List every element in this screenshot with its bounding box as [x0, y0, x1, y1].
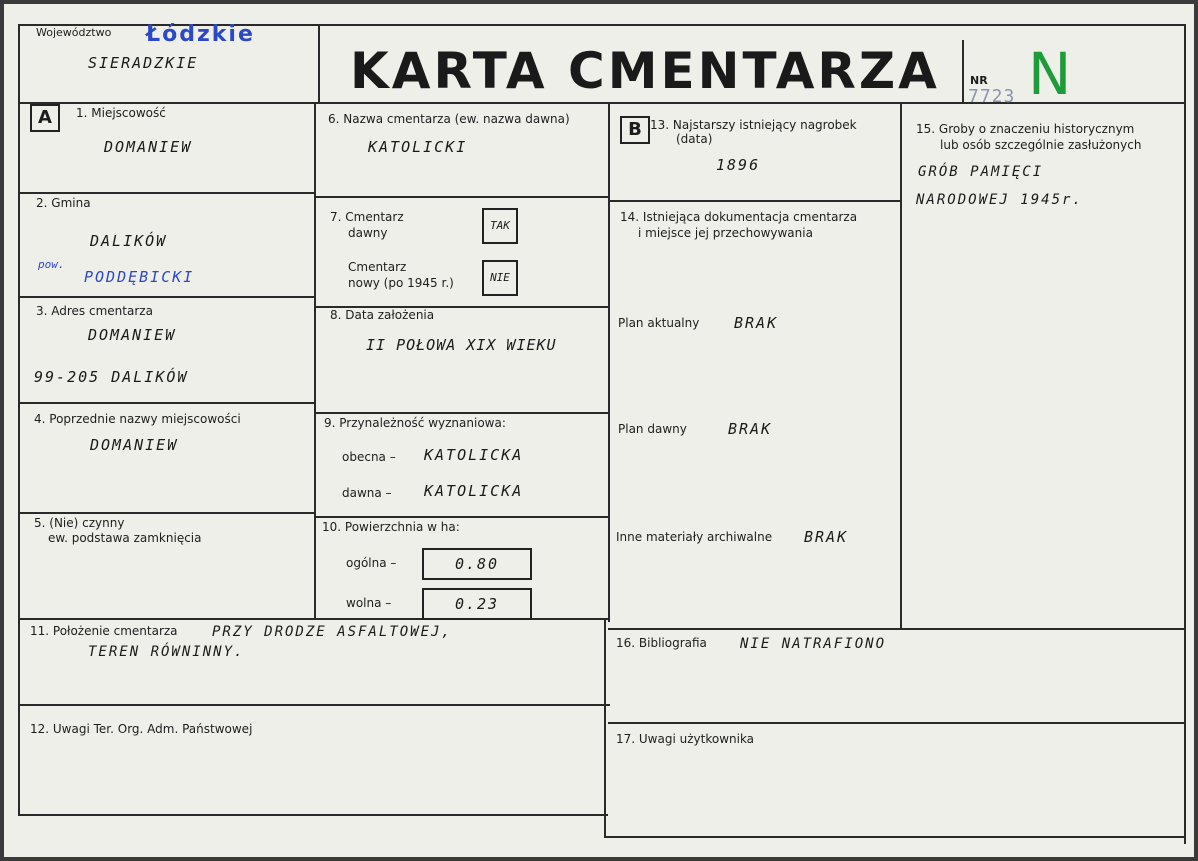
f9-dawna-value: KATOLICKA — [424, 482, 524, 500]
f9-label: 9. Przynależność wyznaniowa: — [324, 416, 506, 430]
f2-label: 2. Gmina — [36, 196, 91, 210]
inne-value: BRAK — [804, 528, 849, 546]
f11-value-line1: PRZY DRODZE ASFALTOWEJ, — [212, 624, 452, 640]
f7-dawny-box: TAK — [482, 208, 518, 244]
cemetery-card — [4, 4, 1194, 857]
f1-label: 1. Miejscowość — [76, 106, 166, 120]
row-m-1 — [314, 196, 610, 198]
f7-nowy-line2: nowy (po 1945 r.) — [348, 276, 454, 290]
f7-nowy-line1: Cmentarz — [348, 260, 407, 274]
f12-label: 12. Uwagi Ter. Org. Adm. Państwowej — [30, 722, 253, 736]
f11-label: 11. Położenie cmentarza — [30, 624, 178, 638]
f2-pow-prefix: pow. — [38, 258, 65, 271]
col-divider-b — [608, 102, 610, 622]
f13-label-line1: 13. Najstarszy istniejący nagrobek — [650, 118, 857, 132]
f13-value: 1896 — [716, 156, 761, 174]
f4-value: DOMANIEW — [90, 436, 179, 454]
row-a-4 — [18, 512, 316, 514]
f14-label-line2: i miejsce jej przechowywania — [638, 226, 813, 240]
f15-label-line1: 15. Groby o znaczeniu historycznym — [916, 122, 1135, 136]
section-b-badge: B — [620, 116, 650, 144]
f6-label: 6. Nazwa cmentarza (ew. nazwa dawna) — [328, 112, 570, 126]
f7-nowy-box: NIE — [482, 260, 518, 296]
f7-dawny-label: dawny — [348, 226, 388, 240]
plan-dawny-label: Plan dawny — [618, 422, 687, 436]
f2-pow-value: PODDĘBICKI — [84, 268, 195, 286]
plan-dawny-value: BRAK — [728, 420, 773, 438]
f8-label: 8. Data założenia — [330, 308, 435, 322]
row-bottom-mid-right — [608, 722, 1186, 724]
f10-wolna-value: 0.23 — [422, 588, 532, 620]
bottom-col-divider — [604, 618, 606, 838]
f16-label: 16. Bibliografia — [616, 636, 707, 650]
plan-aktualny-label: Plan aktualny — [618, 316, 700, 330]
left-border — [18, 24, 20, 816]
col-divider-a — [314, 102, 316, 620]
f5-label-line1: 5. (Nie) czynny — [34, 516, 125, 530]
row-m-3 — [314, 412, 610, 414]
f2-value: DALIKÓW — [90, 232, 168, 250]
row-a-3 — [18, 402, 316, 404]
row-m-4 — [314, 516, 610, 518]
card-title: KARTA CMENTARZA — [350, 42, 940, 100]
f9-dawna-label: dawna – — [342, 486, 392, 500]
bottom-border-left — [18, 814, 608, 816]
f7-label: 7. Cmentarz — [330, 210, 404, 224]
wojewodztwo-handwritten: SIERADZKIE — [88, 54, 199, 72]
bottom-border-right — [604, 836, 1186, 838]
f1-value: DOMANIEW — [104, 138, 193, 156]
plan-aktualny-value: BRAK — [734, 314, 779, 332]
header-divider-1 — [318, 24, 320, 104]
f8-value: II POŁOWA XIX WIEKU — [366, 336, 557, 354]
f3-value-line2: 99-205 DALIKÓW — [34, 368, 189, 386]
nr-value: 7723 — [968, 86, 1016, 107]
row-a-2 — [18, 296, 316, 298]
wojewodztwo-stamp: Łódzkie — [146, 22, 255, 47]
section-a-badge: A — [30, 104, 60, 132]
f3-label: 3. Adres cmentarza — [36, 304, 153, 318]
inne-label: Inne materiały archiwalne — [616, 530, 773, 544]
nr-label: NR — [970, 74, 988, 87]
right-border — [1184, 24, 1186, 844]
f6-value: KATOLICKI — [368, 138, 468, 156]
f4-label: 4. Poprzednie nazwy miejscowości — [34, 412, 241, 426]
row-b-1 — [608, 200, 902, 202]
f13-label-line2: (data) — [676, 132, 713, 146]
f10-label: 10. Powierzchnia w ha: — [322, 520, 460, 534]
f15-value-line1: GRÓB PAMIĘCI — [918, 164, 1044, 180]
row-bottom-mid-left — [18, 704, 610, 706]
f10-wolna-label: wolna – — [346, 596, 392, 610]
f5-label-line2: ew. podstawa zamknięcia — [48, 531, 202, 545]
f15-label-line2: lub osób szczególnie zasłużonych — [940, 138, 1142, 152]
row-bottom-top-right — [608, 628, 1186, 630]
wojewodztwo-label: Województwo — [36, 26, 112, 39]
nr-letter: N — [1028, 40, 1072, 108]
f14-label-line1: 14. Istniejąca dokumentacja cmentarza — [620, 210, 858, 224]
col-divider-c — [900, 102, 902, 630]
header-divider-2 — [962, 40, 964, 104]
f9-obecna-label: obecna – — [342, 450, 396, 464]
f3-value-line1: DOMANIEW — [88, 326, 177, 344]
f10-ogolna-label: ogólna – — [346, 556, 397, 570]
row-a-1 — [18, 192, 316, 194]
f17-label: 17. Uwagi użytkownika — [616, 732, 755, 746]
f16-value: NIE NATRAFIONO — [740, 636, 887, 652]
f11-value-line2: TEREN RÓWNINNY. — [88, 644, 245, 660]
f9-obecna-value: KATOLICKA — [424, 446, 524, 464]
f10-ogolna-value: 0.80 — [422, 548, 532, 580]
f15-value-line2: NARODOWEJ 1945r. — [916, 192, 1083, 208]
